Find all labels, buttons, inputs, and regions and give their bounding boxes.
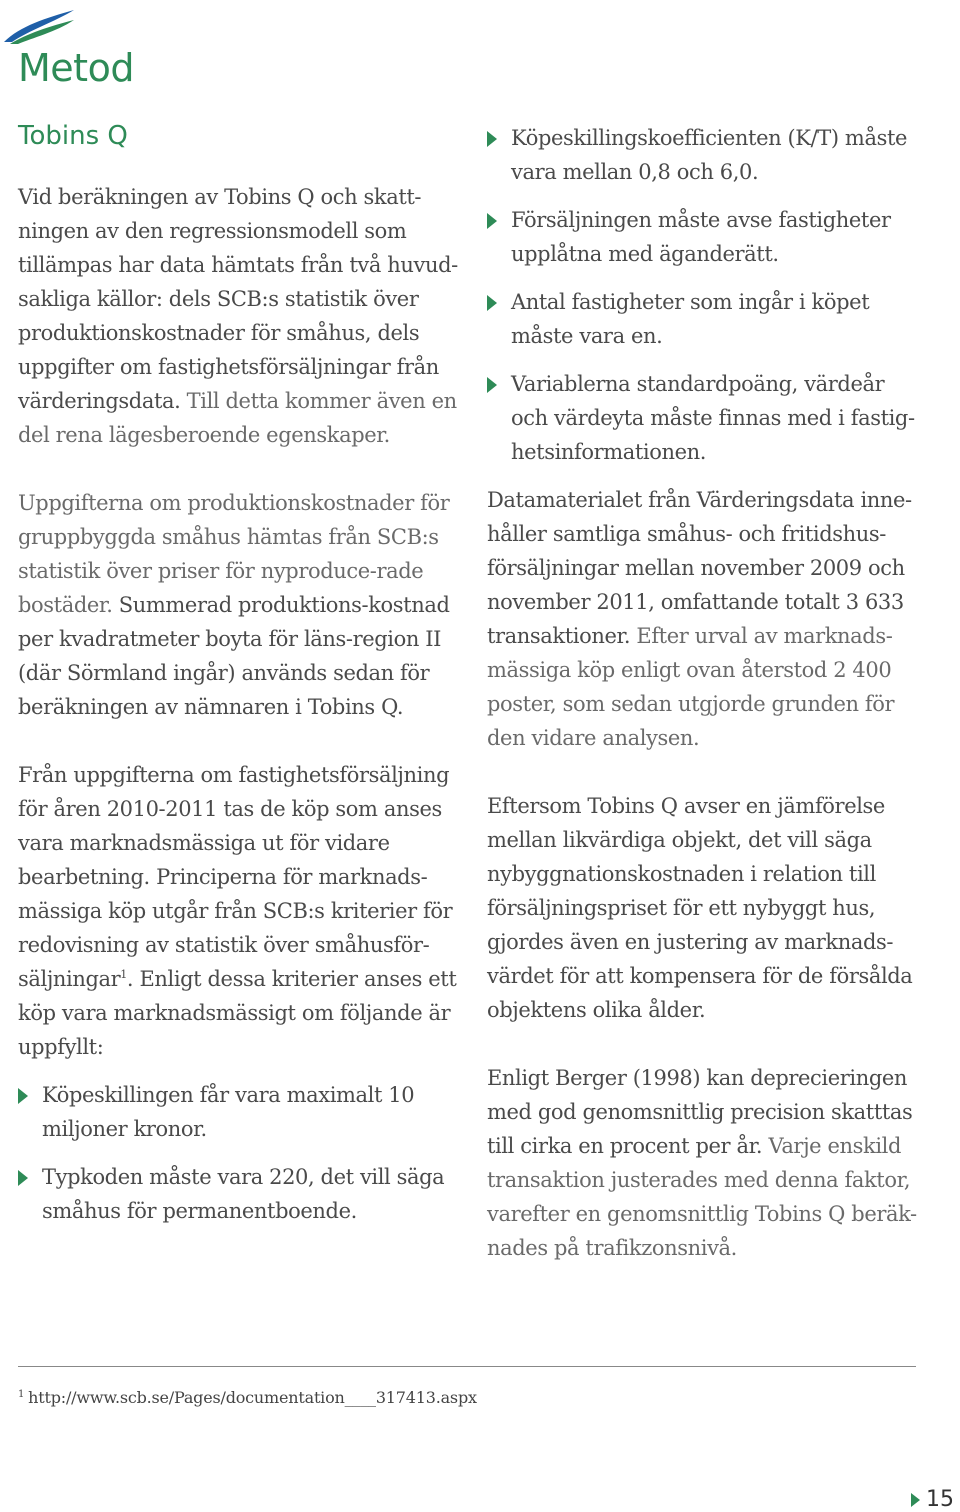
list-item: Typkoden måste vara 220, det vill säga småhus för permanentboende.: [18, 1160, 458, 1228]
criteria-list-continued: [487, 121, 927, 469]
left-column: [18, 180, 458, 1242]
paragraph: Vid beräkningen av Tobins Q och skatt-ningen av den regressionsmodell som tillämpas har data hämtats från två huvud-sakliga källor: dels SCB:s statistik över produktionskostnader för småhus, dels uppgifter om fastighetsförsäljningar från värderingsdata. Till detta kommer även en del rena lägesberoende egenskaper.: [18, 185, 458, 447]
footnote-link[interactable]: http://www.scb.se/Pages/documentation____317413.aspx: [28, 1388, 477, 1407]
triangle-bullet-icon: [18, 1088, 28, 1104]
triangle-bullet-icon: [18, 1170, 28, 1186]
footnote-mark: 1: [18, 1388, 25, 1400]
page-number-value: 15: [926, 1487, 954, 1512]
list-item: Variablerna standardpoäng, värdeår och värdeyta måste finnas med i fastig-hetsinformationen.: [487, 367, 927, 469]
footnote-ref: 1: [120, 968, 127, 981]
footnote-divider: [18, 1366, 916, 1367]
footnote: [18, 1388, 477, 1407]
triangle-bullet-icon: [487, 131, 497, 147]
page-number: [911, 1487, 954, 1512]
triangle-bullet-icon: [487, 295, 497, 311]
page-title: Metod: [18, 46, 134, 90]
list-item: Köpeskillingskoefficienten (K/T) måste vara mellan 0,8 och 6,0.: [487, 121, 927, 189]
list-item: Köpeskillingen får vara maximalt 10 miljoner kronor.: [18, 1078, 458, 1146]
section-heading: Tobins Q: [18, 121, 128, 151]
paragraph: Enligt Berger (1998) kan deprecieringen med god genomsnittlig precision skatttas till cirka en procent per år. Varje enskild transaktion justerades med denna faktor, varefter en genomsnittlig Tobins Q beräk-nades på trafikzonsnivå.: [487, 1066, 917, 1260]
criteria-list: [18, 1078, 458, 1228]
paragraph: Eftersom Tobins Q avser en jämförelse mellan likvärdiga objekt, det vill säga nybyggnationskostnaden i relation till försäljningspriset för ett nybyggt hus, gjordes även en justering av marknads-värdet för att kompensera för de försålda objektens olika ålder.: [487, 794, 913, 1022]
paragraph: Datamaterialet från Värderingsdata inne-håller samtliga småhus- och fritidshus-försäljningar mellan november 2009 och november 2011, omfattande totalt 3 633 transaktioner. Efter urval av marknads-mässiga köp enligt ovan återstod 2 400 poster, som sedan utgjorde grunden för den vidare analysen.: [487, 488, 912, 750]
paragraph: Från uppgifterna om fastighetsförsäljning för åren 2010-2011 tas de köp som anses vara marknadsmässiga ut för vidare bearbetning. Principerna för marknads-mässiga köp utgår från SCB:s kriterier för redovisning av statistik över småhusför-säljningar$^1$. Enligt dessa kriterier anses ett köp vara marknadsmässigt om följande är uppfyllt:: [18, 763, 457, 1059]
triangle-icon: [911, 1493, 920, 1507]
paragraph: Uppgifterna om produktionskostnader för gruppbyggda småhus hämtas från SCB:s statistik över priser för nyproduce-rade bostäder. Summerad produktions-kostnad per kvadratmeter boyta för läns-region II (där Sörmland ingår) används sedan för beräkningen av nämnaren i Tobins Q.: [18, 491, 450, 719]
triangle-bullet-icon: [487, 377, 497, 393]
list-item: Försäljningen måste avse fastigheter upplåtna med äganderätt.: [487, 203, 927, 271]
list-item: Antal fastigheter som ingår i köpet måste vara en.: [487, 285, 927, 353]
right-column: [487, 121, 927, 1299]
logo-icon: [2, 4, 76, 44]
triangle-bullet-icon: [487, 213, 497, 229]
